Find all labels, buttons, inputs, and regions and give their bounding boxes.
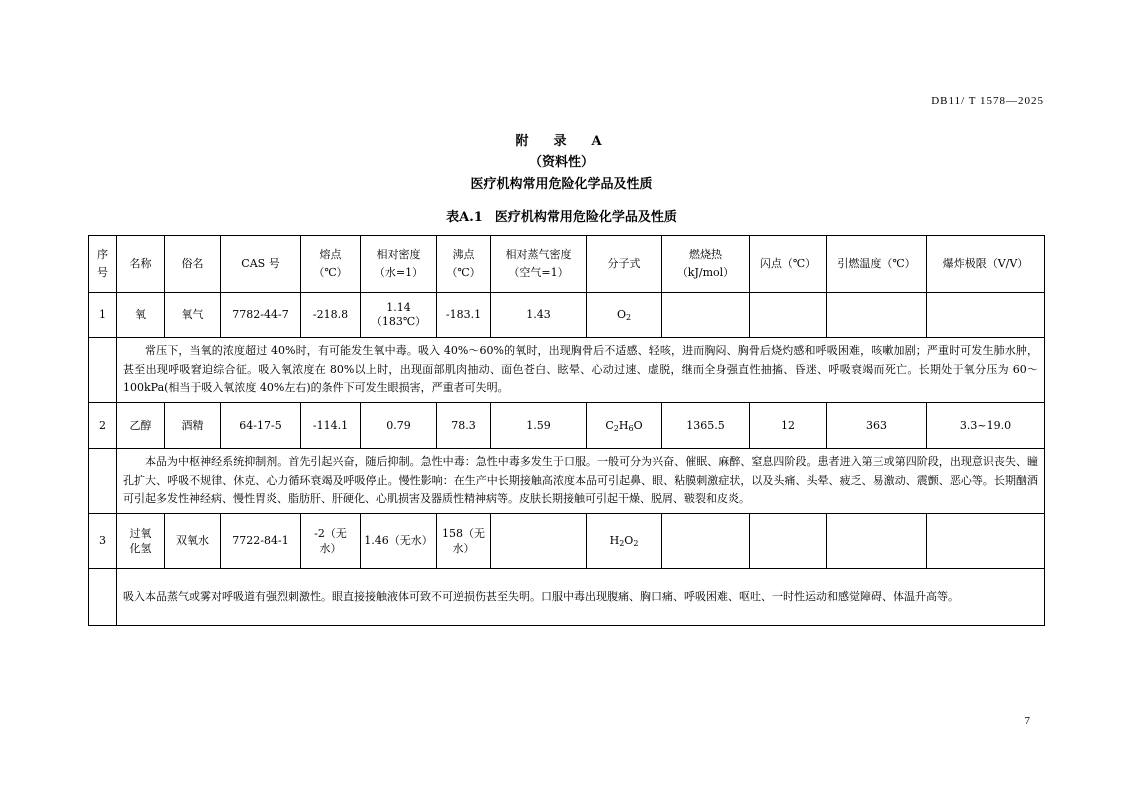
- cell-density: 1.14 （183℃）: [361, 293, 437, 338]
- cell-no: 3: [89, 514, 117, 569]
- cell-melting-point: -2（无 水）: [301, 514, 361, 569]
- cell-vapor-density: [491, 514, 587, 569]
- table-row: [89, 514, 1045, 569]
- cell-flash-point: [750, 514, 827, 569]
- cell-ignition-temp: 363: [827, 403, 927, 449]
- header-cell: 相对蒸气密度 （空气=1）: [491, 236, 587, 293]
- cell-ignition-temp: [827, 293, 927, 338]
- cell-cas: 7722-84-1: [221, 514, 301, 569]
- description-row: [89, 569, 1045, 626]
- header-cell: 名称: [117, 236, 165, 293]
- header-cell: 爆炸极限（V/V）: [927, 236, 1045, 293]
- table-row: [89, 403, 1045, 449]
- description-row: [89, 338, 1045, 403]
- cell-combustion-heat: [662, 293, 750, 338]
- cell-explosion-limit: [927, 514, 1045, 569]
- header-cell: 序 号: [89, 236, 117, 293]
- cell-name: 过氧 化氢: [117, 514, 165, 569]
- table-caption-title: 医疗机构常用危险化学品及性质: [494, 210, 677, 225]
- header-cell: 俗名: [165, 236, 221, 293]
- cell-boiling-point: 158（无 水）: [437, 514, 491, 569]
- cell-boiling-point: 78.3: [437, 403, 491, 449]
- table-caption-number: 表A.1: [446, 210, 483, 225]
- cell-empty: [89, 569, 117, 626]
- table-caption: [0, 206, 1123, 225]
- cell-combustion-heat: [662, 514, 750, 569]
- cell-cas: 64-17-5: [221, 403, 301, 449]
- page-number: 7: [1024, 715, 1030, 727]
- cell-formula: $C_2H_6O$: [587, 403, 662, 449]
- header-cell: CAS 号: [221, 236, 301, 293]
- cell-empty: [89, 338, 117, 403]
- cell-name: 乙醇: [117, 403, 165, 449]
- annex-type: （资料性）: [528, 155, 594, 170]
- cell-explosion-limit: [927, 293, 1045, 338]
- cell-no: 1: [89, 293, 117, 338]
- cell-name: 氧: [117, 293, 165, 338]
- cell-combustion-heat: 1365.5: [662, 403, 750, 449]
- standard-code: DB11/ T 1578—2025: [931, 95, 1044, 107]
- cell-vapor-density: 1.43: [491, 293, 587, 338]
- cell-density: 0.79: [361, 403, 437, 449]
- hazard-description: 常压下，当氧的浓度超过 40%时，有可能发生氧中毒。吸入 40%～60%的氧时，出现胸骨后不适感、轻咳，进而胸闷、胸骨后烧灼感和呼吸困难，咳嗽加剧；严重时可发生肺水肿，甚至出现呼吸窘迫综合征。吸入氧浓度在 80%以上时，出现面部肌肉抽动、面色苍白、眩晕、心动过速、虚脱，继而全身强直性抽搐、昏迷、呼吸衰竭而死亡。长期处于氧分压为 60～100kPa(相当于吸入氧浓度 40%左右)的条件下可发生眼损害，严重者可失明。: [117, 338, 1045, 403]
- cell-flash-point: [750, 293, 827, 338]
- cell-melting-point: -114.1: [301, 403, 361, 449]
- cell-formula: $H_2O_2$: [587, 514, 662, 569]
- header-cell: 闪点（℃）: [750, 236, 827, 293]
- cell-melting-point: -218.8: [301, 293, 361, 338]
- cell-common-name: 酒精: [165, 403, 221, 449]
- header-cell: 相对密度 （水=1）: [361, 236, 437, 293]
- description-row: [89, 449, 1045, 514]
- annex-title: 附 录 A: [515, 134, 608, 149]
- table-row: [89, 293, 1045, 338]
- header-cell: 燃烧热 （kJ/mol）: [662, 236, 750, 293]
- cell-no: 2: [89, 403, 117, 449]
- cell-boiling-point: -183.1: [437, 293, 491, 338]
- cell-explosion-limit: 3.3~19.0: [927, 403, 1045, 449]
- hazard-description: 本品为中枢神经系统抑制剂。首先引起兴奋，随后抑制。急性中毒：急性中毒多发生于口服。一般可分为兴奋、催眠、麻醉、窒息四阶段。患者进入第三或第四阶段，出现意识丧失、瞳孔扩大、呼吸不规律、休克、心力循环衰竭及呼吸停止。慢性影响：在生产中长期接触高浓度本品可引起鼻、眼、粘膜刺激症状，以及头痛、头晕、疲乏、易激动、震颤、恶心等。长期酗酒可引起多发性神经病、慢性胃炎、脂肪肝、肝硬化、心肌损害及器质性精神病等。皮肤长期接触可引起干燥、脱屑、皲裂和皮炎。: [117, 449, 1045, 514]
- cell-common-name: 氧气: [165, 293, 221, 338]
- cell-cas: 7782-44-7: [221, 293, 301, 338]
- cell-density: 1.46（无水）: [361, 514, 437, 569]
- table-header-row: [89, 236, 1045, 293]
- cell-empty: [89, 449, 117, 514]
- cell-common-name: 双氧水: [165, 514, 221, 569]
- annex-name: 医疗机构常用危险化学品及性质: [470, 177, 653, 192]
- header-cell: 引燃温度（℃）: [827, 236, 927, 293]
- header-cell: 熔点 （℃）: [301, 236, 361, 293]
- cell-flash-point: 12: [750, 403, 827, 449]
- hazard-description: 吸入本品蒸气或雾对呼吸道有强烈刺激性。眼直接接触液体可致不可逆损伤甚至失明。口服中毒出现腹痛、胸口痛、呼吸困难、呕吐、一时性运动和感觉障碍、体温升高等。: [117, 569, 1045, 626]
- cell-formula: $O_2$: [587, 293, 662, 338]
- hazardous-chemicals-table: [88, 235, 1045, 626]
- cell-vapor-density: 1.59: [491, 403, 587, 449]
- header-cell: 分子式: [587, 236, 662, 293]
- cell-ignition-temp: [827, 514, 927, 569]
- header-cell: 沸点 （℃）: [437, 236, 491, 293]
